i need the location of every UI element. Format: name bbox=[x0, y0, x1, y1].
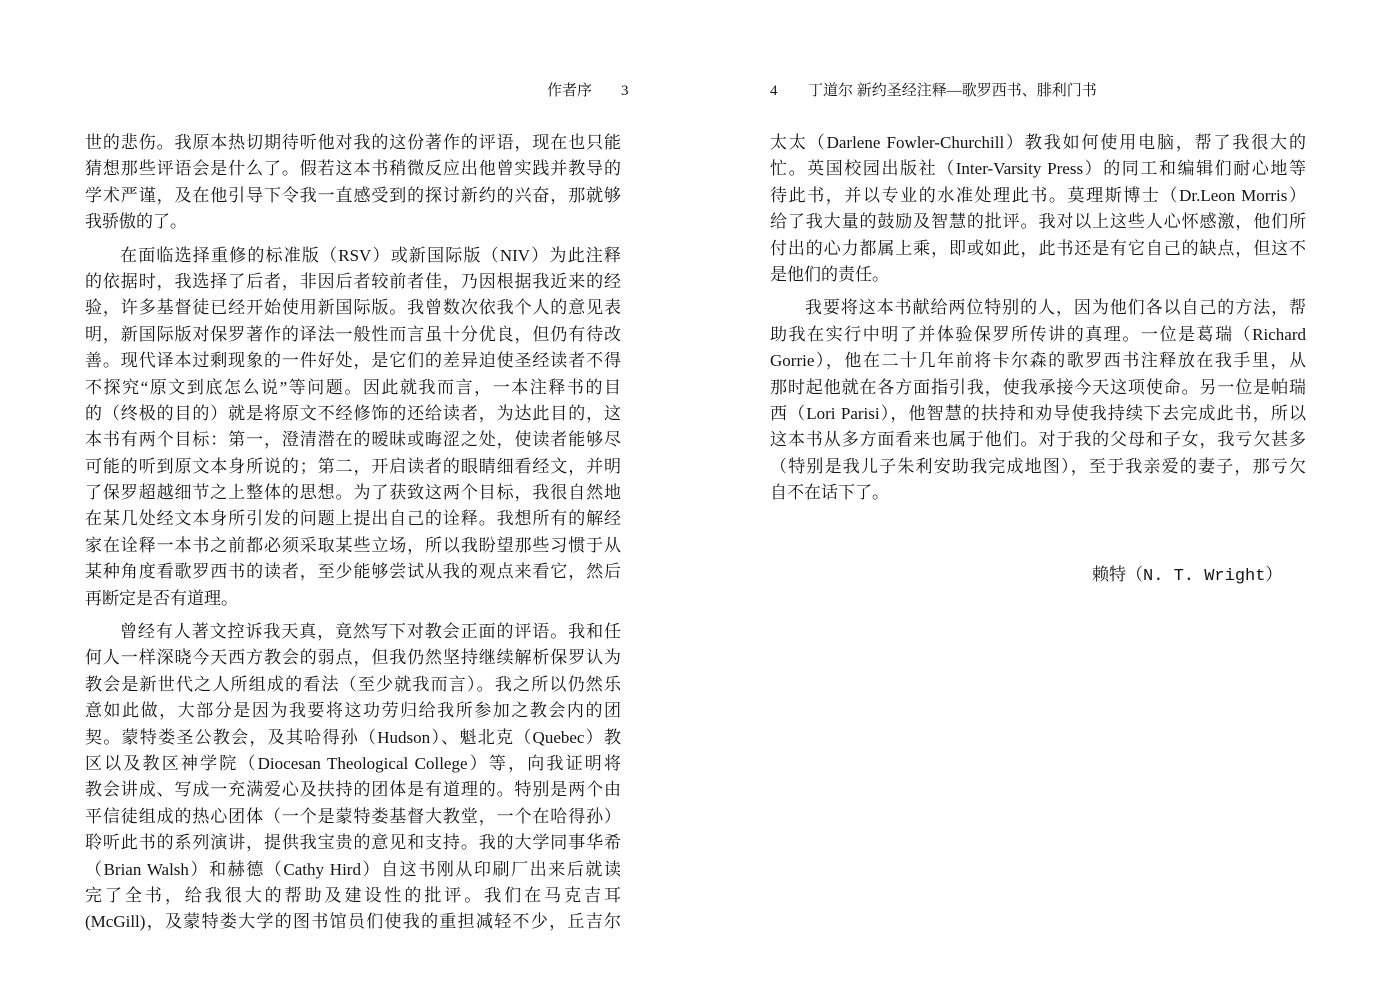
text-line: （Brian Walsh）和赫德（Cathy Hird）自这书刚从印刷厂出来后就读 bbox=[85, 859, 621, 879]
text-line: 验，许多基督徒已经开始使用新国际版。我曾数次依我个人的意见表 bbox=[85, 298, 621, 318]
text-line: 家在诠释一本书之前都必须采取某些立场，所以我盼望那些习惯于从 bbox=[85, 535, 621, 555]
text-line: 学术严谨，及在他引导下令我一直感受到的探讨新约的兴奋，那就够 bbox=[85, 185, 621, 205]
text-line: （特别是我儿子朱利安助我完成地图），至于我亲爱的妻子，那亏欠 bbox=[770, 456, 1306, 476]
page-number: 3 bbox=[621, 83, 629, 99]
text-line: 的依据时，我选择了后者，非因后者较前者佳，乃因根据我近来的经 bbox=[85, 271, 621, 291]
text-line: 曾经有人著文控诉我天真，竟然写下对教会正面的评语。我和任 bbox=[120, 622, 621, 642]
text-line: 忙。英国校园出版社（Inter-Varsity Press）的同工和编辑们耐心地等 bbox=[770, 159, 1306, 179]
text-line: 教会讲成、写成一充满爱心及扶持的团体是有道理的。特别是两个由 bbox=[85, 780, 621, 800]
text-line: 再断定是否有道理。 bbox=[85, 588, 238, 608]
text-line: 完了全书，给我很大的帮助及建设性的批评。我们在马克吉耳 bbox=[85, 885, 621, 905]
body-text bbox=[85, 130, 621, 936]
text-line: 世的悲伤。我原本热切期待听他对我的这份著作的评语，现在也只能 bbox=[85, 133, 621, 152]
text-line: 这本书从多方面看来也属于他们。对于我的父母和子女，我亏欠甚多 bbox=[770, 430, 1306, 450]
text-line: 那时起他就在各方面指引我，使我承接今天这项使命。另一位是帕瑞 bbox=[770, 377, 1306, 397]
paragraph bbox=[770, 130, 1306, 288]
paragraph bbox=[770, 295, 1306, 506]
text-line: 给了我大量的鼓励及智慧的批评。我对以上这些人心怀感激，他们所 bbox=[770, 212, 1306, 232]
text-line: 自不在话下了。 bbox=[770, 483, 889, 503]
text-line: 平信徒组成的热心团体（一个是蒙特娄基督大教堂，一个在哈得孙） bbox=[85, 806, 621, 826]
text-line: 区以及教区神学院（Diocesan Theological College）等，向我证明将 bbox=[85, 753, 621, 773]
author-signature: 赖特（N. T. Wright） bbox=[1092, 567, 1283, 586]
text-line: 助我在实行中明了并体验保罗所传讲的真理。一位是葛瑞（Richard bbox=[770, 324, 1306, 344]
text-line: 了保罗超越细节之上整体的思想。为了获致这两个目标，我很自然地 bbox=[85, 483, 621, 503]
running-title: 作者序 bbox=[547, 83, 593, 99]
right-page bbox=[700, 0, 1400, 989]
text-line: 待此书，并以专业的水准处理此书。莫理斯博士（Dr.Leon Morris） bbox=[770, 185, 1306, 205]
text-line: (McGill)，及蒙特娄大学的图书馆员们使我的重担减轻不少，丘吉尔 bbox=[85, 912, 621, 932]
paragraph bbox=[85, 619, 621, 936]
text-line: 的（终极的目的）就是将原文不经修饰的还给读者，为达此目的，这 bbox=[85, 403, 621, 423]
text-line: 是他们的责任。 bbox=[770, 264, 889, 284]
page-number: 4 bbox=[770, 83, 778, 99]
text-line: 可能的听到原文本身所说的；第二，开启读者的眼睛细看经文，并明 bbox=[85, 456, 621, 476]
text-line: 猜想那些评语会是什么了。假若这本书稍微反应出他曾实践并教导的 bbox=[85, 159, 621, 179]
text-line: 某种角度看歌罗西书的读者，至少能够尝试从我的观点来看它，然后 bbox=[85, 562, 621, 582]
paragraph bbox=[85, 243, 621, 612]
text-line: 何人一样深晓今天西方教会的弱点，但我仍然坚持继续解析保罗认为 bbox=[85, 648, 621, 668]
text-line: 西（Lori Parisi），他智慧的扶持和劝导使我持续下去完成此书，所以 bbox=[770, 403, 1306, 423]
text-line: 聆听此书的系列演讲，提供我宝贵的意见和支持。我的大学同事华希 bbox=[85, 833, 621, 853]
text-line: 在面临选择重修的标准版（RSV）或新国际版（NIV）为此注释 bbox=[120, 245, 621, 265]
paragraph bbox=[85, 130, 621, 236]
running-title: 丁道尔 新约圣经注释—歌罗西书、腓利门书 bbox=[808, 83, 1097, 99]
text-line: 付出的心力都属上乘，即或如此，此书还是有它自己的缺点，但这不 bbox=[770, 238, 1306, 258]
text-line: 太太（Darlene Fowler-Churchill）教我如何使用电脑，帮了我很大的 bbox=[770, 133, 1306, 152]
text-line: 本书有两个目标：第一，澄清潜在的暧昧或晦涩之处，使读者能够尽 bbox=[85, 430, 621, 450]
text-line: 我要将这本书献给两位特别的人，因为他们各以自己的方法，帮 bbox=[805, 298, 1306, 318]
text-line: 意如此做，大部分是因为我要将这功劳归给我所参加之教会内的团 bbox=[85, 701, 621, 721]
text-line: 教会是新世代之人所组成的看法（至少就我而言）。我之所以仍然乐 bbox=[85, 674, 621, 694]
text-line: 不探究“原文到底怎么说”等问题。因此就我而言，一本注释书的目 bbox=[85, 377, 621, 397]
body-text bbox=[770, 130, 1306, 506]
text-line: 明，新国际版对保罗著作的译法一般性而言虽十分优良，但仍有待改 bbox=[85, 324, 621, 344]
text-line: 在某几处经文本身所引发的问题上提出自己的诠释。我想所有的解经 bbox=[85, 509, 621, 529]
text-line: 善。现代译本过剩现象的一件好处，是它们的差异迫使圣经读者不得 bbox=[85, 351, 621, 371]
text-line: Gorrie），他在二十几年前将卡尔森的歌罗西书注释放在我手里，从 bbox=[770, 351, 1306, 371]
text-line: 我骄傲的了。 bbox=[85, 212, 187, 232]
text-line: 契。蒙特娄圣公教会，及其哈得孙（Hudson）、魁北克（Quebec）教 bbox=[85, 727, 621, 747]
